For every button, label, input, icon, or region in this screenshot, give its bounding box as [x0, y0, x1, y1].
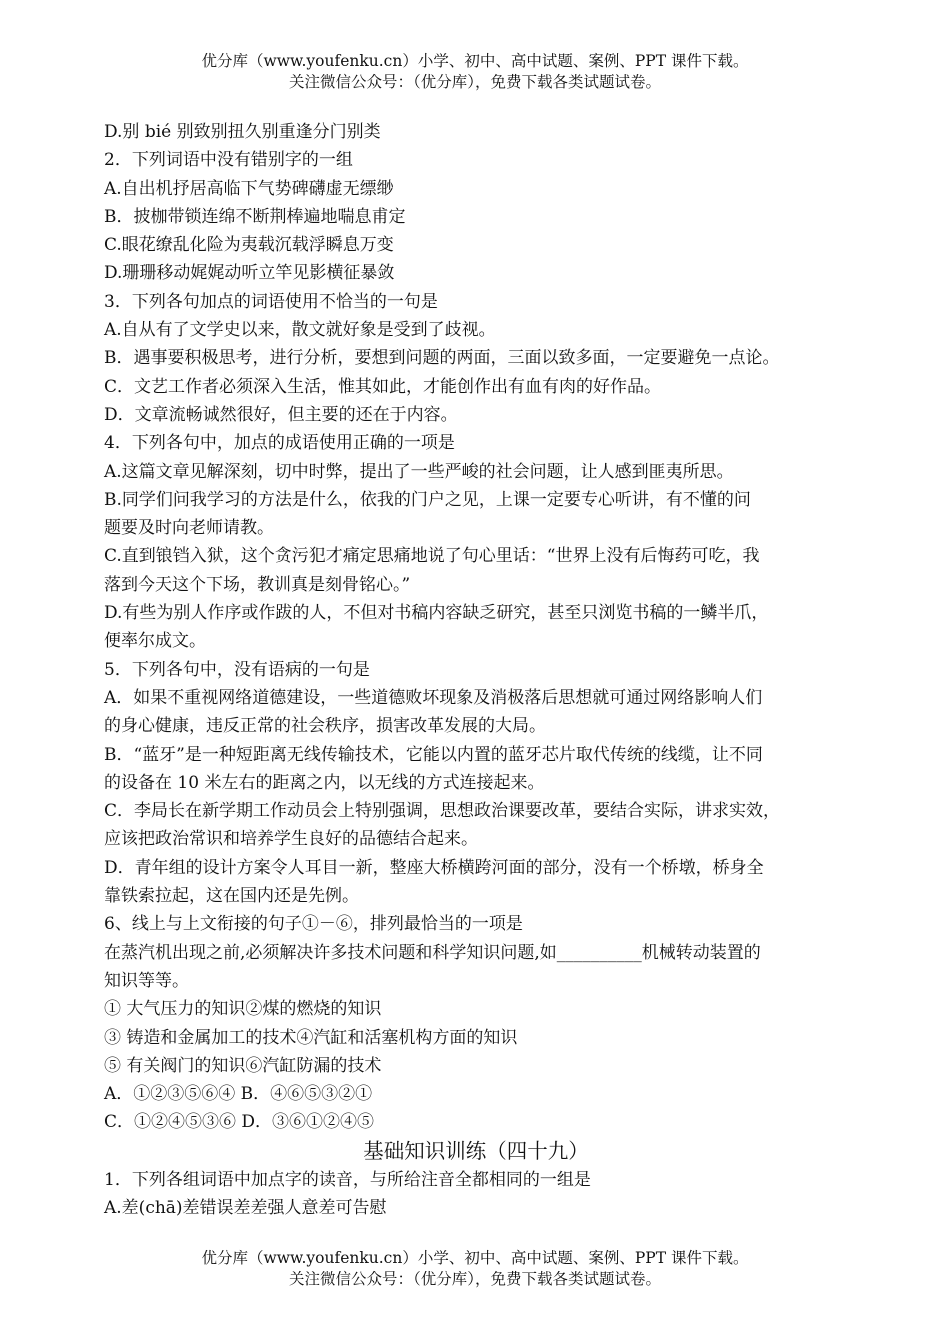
option-line: A.自出机抒居高临下气势碑礴虚无缥缈 [104, 178, 394, 199]
option-line: D．文章流畅诚然很好，但主要的还在于内容。 [104, 404, 458, 425]
option-line: C.眼花缭乱化险为夷载沉载浮瞬息万变 [104, 235, 394, 256]
option-line: A.自从有了文学史以来，散文就好象是受到了歧视。 [104, 320, 496, 341]
option-line: B．披枷带锁连绵不断荆棒遍地喘息甫定 [104, 206, 406, 227]
sentence-list: ⑤ 有关阀门的知识⑥汽缸防漏的技术 [104, 1055, 382, 1076]
option-line: C．①②④⑤③⑥ D．③⑥①②④⑤ [104, 1112, 375, 1133]
option-line: B．遇事要积极思考，进行分析，要想到问题的两面，三面以致多面，一定要避免一点论。 [104, 348, 780, 369]
header-line-1: 优分库（www.youfenku.cn）小学、初中、高中试题、案例、PPT 课件下载。 [201, 52, 749, 70]
option-line: C．李局长在新学期工作动员会上特别强调，思想政治课要改革，要结合实际，讲求实效， [104, 801, 781, 822]
question-6: 6、线上与上文衔接的句子①－⑥，排列最恰当的一项是 [104, 914, 523, 935]
question-3: 3．下列各句加点的词语使用不恰当的一句是 [104, 291, 438, 312]
option-line: A．如果不重视网络道德建设，一些道德败坏现象及消极落后思想就可通过网络影响人们 [104, 687, 763, 708]
option-line: D.有些为别人作序或作跋的人，不但对书稿内容缺乏研究，甚至只浏览书稿的一鳞半爪， [104, 603, 769, 624]
sentence-list: ① 大气压力的知识②煤的燃烧的知识 [104, 999, 382, 1020]
option-line: B．“蓝牙”是一种短距离无线传输技术，它能以内置的蓝牙芯片取代传统的线缆，让不同 [104, 744, 763, 765]
question-2: 2．下列词语中没有错别字的一组 [104, 150, 353, 171]
footer-line-1: 优分库（www.youfenku.cn）小学、初中、高中试题、案例、PPT 课件下载。 [201, 1249, 749, 1267]
question-6-passage: 知识等等。 [104, 970, 189, 991]
option-line: B.同学们问我学习的方法是什么，依我的门户之见，上课一定要专心听讲，有不懂的问 [104, 489, 751, 510]
option-line: D.珊珊移动娓娓动听立竿见影横征暴敛 [104, 263, 395, 284]
header-line-2: 关注微信公众号：（优分库），免费下载各类试题试卷。 [288, 73, 661, 91]
question-5: 5．下列各句中，没有语病的一句是 [104, 659, 370, 680]
option-line: A.这篇文章见解深刻，切中时弊，提出了一些严峻的社会问题，让人感到匪夷所思。 [104, 461, 734, 482]
option-line: 题要及时向老师请教。 [104, 518, 274, 539]
option-line: 的设备在 10 米左右的距离之内，以无线的方式连接起来。 [104, 772, 545, 793]
option-line: 的身心健康，违反正常的社会秩序，损害改革发展的大局。 [104, 716, 546, 737]
option-line: 便率尔成文。 [104, 631, 206, 652]
option-line: 应该把政治常识和培养学生良好的品德结合起来。 [104, 829, 478, 850]
option-line: 落到今天这个下场，教训真是刻骨铭心。” [104, 574, 411, 595]
footer-line-2: 关注微信公众号：（优分库），免费下载各类试题试卷。 [288, 1270, 661, 1288]
option-line: C．文艺工作者必须深入生活，惟其如此，才能创作出有血有肉的好作品。 [104, 376, 662, 397]
option-line: C.直到锒铛入狱，这个贪污犯才痛定思痛地说了句心里话：“世界上没有后悔药可吃，我 [104, 546, 760, 567]
option-line: 靠铁索拉起，这在国内还是先例。 [104, 886, 359, 907]
option-line: A．①②③⑤⑥④ B．④⑥⑤③②① [104, 1084, 373, 1105]
text-line: D.别 bié 别致别扭久别重逢分门别类 [104, 122, 381, 142]
document-body [104, 118, 856, 1222]
page-header [0, 51, 950, 93]
question-6-passage: 在蒸汽机出现之前,必须解决许多技术问题和科学知识问题,如__________机械转动装置的 [104, 942, 761, 963]
option-line: A.差(chā)差错误差差强人意差可告慰 [104, 1197, 387, 1218]
question-1: 1．下列各组词语中加点字的读音，与所给注音全都相同的一组是 [104, 1169, 591, 1190]
question-4: 4．下列各句中，加点的成语使用正确的一项是 [104, 433, 455, 454]
page-footer [0, 1248, 950, 1290]
section-title: 基础知识训练（四十九） [363, 1138, 589, 1163]
sentence-list: ③ 铸造和金属加工的技术④汽缸和活塞机构方面的知识 [104, 1027, 518, 1048]
option-line: D．青年组的设计方案令人耳目一新，整座大桥横跨河面的部分，没有一个桥墩，桥身全 [104, 857, 764, 878]
